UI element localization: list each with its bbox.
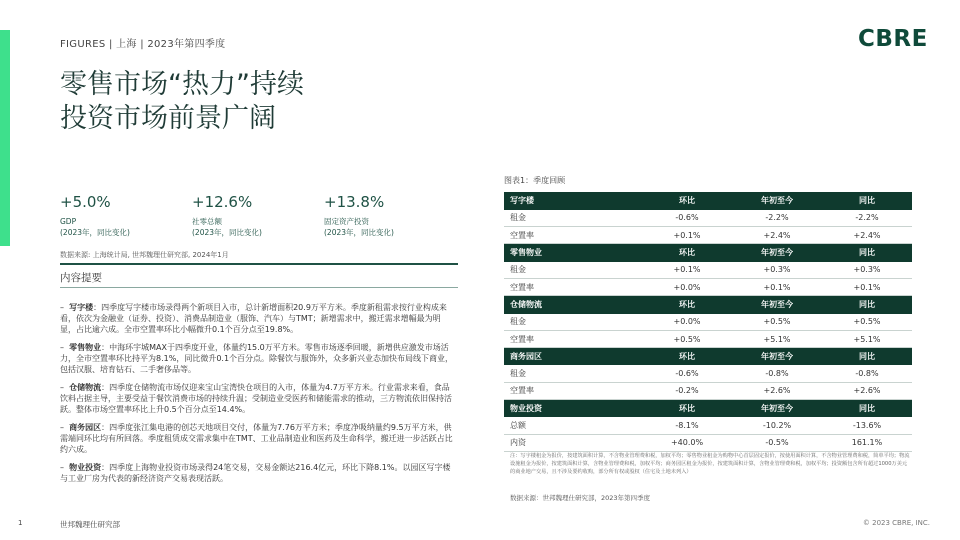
column-header: 年初至今 <box>732 192 822 209</box>
section-name: 仓储物流 <box>504 296 642 313</box>
bullet-head: 商务园区 <box>69 423 102 432</box>
table-row <box>504 330 912 347</box>
cbre-logo: CBRE <box>858 26 928 52</box>
kpi-label: GDP <box>60 217 77 226</box>
cell: -13.6% <box>822 417 912 434</box>
cell: +5.1% <box>732 330 822 347</box>
copyright: © 2023 CBRE, INC. <box>862 519 930 527</box>
kpi-value: +13.8% <box>324 193 385 211</box>
cell: +0.5% <box>822 313 912 330</box>
kpi-source: 数据来源: 上海统计局, 世邦魏理仕研究部, 2024年1月 <box>60 251 229 259</box>
table-row <box>504 365 912 382</box>
quarterly-review-table <box>504 192 912 452</box>
bullet-head: 写字楼 <box>69 303 94 312</box>
cell: +0.5% <box>732 313 822 330</box>
row-label: 空置率 <box>504 382 642 399</box>
accent-bar <box>0 30 10 246</box>
table-row <box>504 227 912 244</box>
kpi-label: 社零总额 <box>192 217 222 226</box>
breadcrumb: FIGURES | 上海 | 2023年第四季度 <box>60 39 226 50</box>
cell: -2.2% <box>822 209 912 226</box>
row-label: 租金 <box>504 365 642 382</box>
table-section-header <box>504 296 912 313</box>
bullet-office: – 写字楼：四季度写字楼市场录得两个新项目入市，总计新增面积20.9万平方米。季度新租需求按行业构成来看，依次为金融业（证券、投资）、消费品制造业（服饰、汽车）与TMT；新增需求中，搬迁需求增幅最为明显，占比逾六成。全市空置率环比小幅微升0.1个百分点至19.8%。 <box>60 303 447 334</box>
kpi-value: +5.0% <box>60 193 111 211</box>
column-header: 环比 <box>642 244 732 261</box>
table-section-header <box>504 244 912 261</box>
cell: +2.4% <box>822 227 912 244</box>
column-header: 年初至今 <box>732 244 822 261</box>
column-header: 同比 <box>822 348 912 365</box>
column-header: 同比 <box>822 400 912 417</box>
kpi-sub: (2023年，同比变化) <box>60 228 130 237</box>
cell: +0.1% <box>642 261 732 278</box>
bullet-retail: – 零售物业：中海环宇城MAX于四季度开业，体量约15.0万平方米。零售市场逐季回暖，新增供应激发市场活力，全市空置率环比持平为8.1%，同比微升0.1个百分点。除餐饮与服饰外，众多新兴业态加快布局线下商业，包括汉服、培育钻石、二手奢侈品等。 <box>60 343 454 374</box>
row-label: 租金 <box>504 313 642 330</box>
kpi-sub: (2023年，同比变化) <box>192 228 262 237</box>
cell: +0.1% <box>822 278 912 295</box>
column-header: 年初至今 <box>732 296 822 313</box>
column-header: 环比 <box>642 348 732 365</box>
cell: +0.1% <box>732 278 822 295</box>
bullet-text: ：四季度写字楼市场录得两个新项目入市，总计新增面积20.9万平方米。季度新租需求按行业构成来看，依次为金融业（证券、投资）、消费品制造业（服饰、汽车）与TMT；新增需求中，搬迁需求增幅最为明显，占比逾六成。全市空置率环比小幅微升0.1个百分点至19.8%。 <box>60 303 447 334</box>
cell: +40.0% <box>642 434 732 451</box>
section-name: 商务园区 <box>504 348 642 365</box>
cell: +0.3% <box>732 261 822 278</box>
cell: +0.0% <box>642 278 732 295</box>
title-line-2: 投资市场前景广阔 <box>60 103 276 134</box>
cell: +2.6% <box>732 382 822 399</box>
cell: -0.2% <box>642 382 732 399</box>
bullet-text: ：中海环宇城MAX于四季度开业，体量约15.0万平方米。零售市场逐季回暖，新增供应激发市场活力，全市空置率环比持平为8.1%，同比微升0.1个百分点。除餐饮与服饰外，众多新兴业态加快布局线下商业，包括汉服、培育钻石、二手奢侈品等。 <box>60 343 454 374</box>
table-source: 数据来源：世邦魏理仕研究部，2023年第四季度 <box>510 494 651 502</box>
title-line-1: 零售市场“热力”持续 <box>60 69 304 100</box>
row-label: 内资 <box>504 434 642 451</box>
row-label: 空置率 <box>504 227 642 244</box>
cell: +5.1% <box>822 330 912 347</box>
section-divider <box>60 263 458 265</box>
cell: -0.5% <box>732 434 822 451</box>
bullet-business-park: – 商务园区：四季度张江集电港的创芯天地项目交付，体量为7.76万平方米；季度净吸纳量约9.5万平方米，供需端同环比均有所回落。季度租赁成交需求集中在TMT、工业品制造业和医药及生命科学，搬迁进一步活跃占比约六成。 <box>60 423 453 454</box>
bullet-head: 物业投资 <box>69 463 102 472</box>
kpi-retail-sales <box>192 193 324 238</box>
bullet-head: 仓储物流 <box>69 383 102 392</box>
column-header: 环比 <box>642 296 732 313</box>
section-name: 写字楼 <box>504 192 642 209</box>
cell: +0.5% <box>642 330 732 347</box>
cell: +0.1% <box>642 227 732 244</box>
table-section-header <box>504 348 912 365</box>
kpi-fixed-asset <box>324 193 456 238</box>
bullet-text: ：四季度张江集电港的创芯天地项目交付，体量为7.76万平方米；季度净吸纳量约9.5万平方米，供需端同环比均有所回落。季度租赁成交需求集中在TMT、工业品制造业和医药及生命科学，搬迁进一步活跃占比约六成。 <box>60 423 453 454</box>
cell: -10.2% <box>732 417 822 434</box>
cell: -0.8% <box>732 365 822 382</box>
table-row <box>504 278 912 295</box>
page-number: 1 <box>18 519 23 527</box>
bullet-text: ：四季度上海物业投资市场录得24笔交易，交易金额达216.4亿元，环比下降8.1%。以园区写字楼与工业厂房为代表的新经济资产交易表现活跃。 <box>60 463 451 483</box>
kpi-row <box>60 193 456 238</box>
cell: -8.1% <box>642 417 732 434</box>
bullet-text: ：四季度仓储物流市场仅迎来宝山宝湾快仓项目的入市，体量为4.7万平方米。行业需求来看，食品饮料占据主导，主要受益于餐饮消费市场的持续升温；受制造业受医药和储能需求的推动，三方物流依旧保持活跃。整体市场空置率环比上升0.5个百分点至14.4%。 <box>60 383 452 414</box>
cell: +0.0% <box>642 313 732 330</box>
table-section-header <box>504 192 912 209</box>
table-section-header <box>504 400 912 417</box>
column-header: 同比 <box>822 244 912 261</box>
row-label: 空置率 <box>504 330 642 347</box>
cell: +2.6% <box>822 382 912 399</box>
summary-divider <box>60 287 458 288</box>
row-label: 空置率 <box>504 278 642 295</box>
bullet-investment: – 物业投资：四季度上海物业投资市场录得24笔交易，交易金额达216.4亿元，环比下降8.1%。以园区写字楼与工业厂房为代表的新经济资产交易表现活跃。 <box>60 463 451 483</box>
kpi-value: +12.6% <box>192 193 253 211</box>
table-note: 注：写字楼租金为报价，按建筑面积计算，不含物业管理费和税，加权平均；零售物业租金为购物中心首层固定报价，按使用面积计算，不含物业管理费和税，简单平均；物流设施租金为报价，按建筑面积计算，含物业管理费和税，加权平均；商务园区租金为报价，按建筑面积计算，含物业管理费和税，加权平均；投资额包含所有超过1000万美元的商业地产交易，且不涉及要约收购，部分所有权或股权（住宅及土地未列入） <box>510 453 910 475</box>
footer-org: 世邦魏理仕研究部 <box>60 520 120 529</box>
kpi-gdp <box>60 193 192 238</box>
row-label: 租金 <box>504 261 642 278</box>
cell: -0.6% <box>642 209 732 226</box>
column-header: 年初至今 <box>732 400 822 417</box>
table-row <box>504 313 912 330</box>
bullet-logistics: – 仓储物流：四季度仓储物流市场仅迎来宝山宝湾快仓项目的入市，体量为4.7万平方米。行业需求来看，食品饮料占据主导，主要受益于餐饮消费市场的持续升温；受制造业受医药和储能需求的推动，三方物流依旧保持活跃。整体市场空置率环比上升0.5个百分点至14.4%。 <box>60 383 452 414</box>
figure-title: 图表1：季度回顾 <box>504 176 566 185</box>
kpi-label: 固定资产投资 <box>324 217 369 226</box>
cell: 161.1% <box>822 434 912 451</box>
column-header: 同比 <box>822 192 912 209</box>
table-row <box>504 434 912 451</box>
row-label: 总额 <box>504 417 642 434</box>
table-row <box>504 417 912 434</box>
cell: -0.6% <box>642 365 732 382</box>
summary-title: 内容提要 <box>60 272 102 284</box>
page-title <box>60 68 304 136</box>
cell: +2.4% <box>732 227 822 244</box>
column-header: 年初至今 <box>732 348 822 365</box>
table-row <box>504 209 912 226</box>
row-label: 租金 <box>504 209 642 226</box>
summary-bullets <box>60 302 456 491</box>
table-row <box>504 382 912 399</box>
column-header: 环比 <box>642 400 732 417</box>
cell: -2.2% <box>732 209 822 226</box>
section-name: 零售物业 <box>504 244 642 261</box>
column-header: 同比 <box>822 296 912 313</box>
bullet-head: 零售物业 <box>69 343 102 352</box>
section-name: 物业投资 <box>504 400 642 417</box>
cell: +0.3% <box>822 261 912 278</box>
kpi-sub: (2023年，同比变化) <box>324 228 394 237</box>
column-header: 环比 <box>642 192 732 209</box>
cell: -0.8% <box>822 365 912 382</box>
table-row <box>504 261 912 278</box>
